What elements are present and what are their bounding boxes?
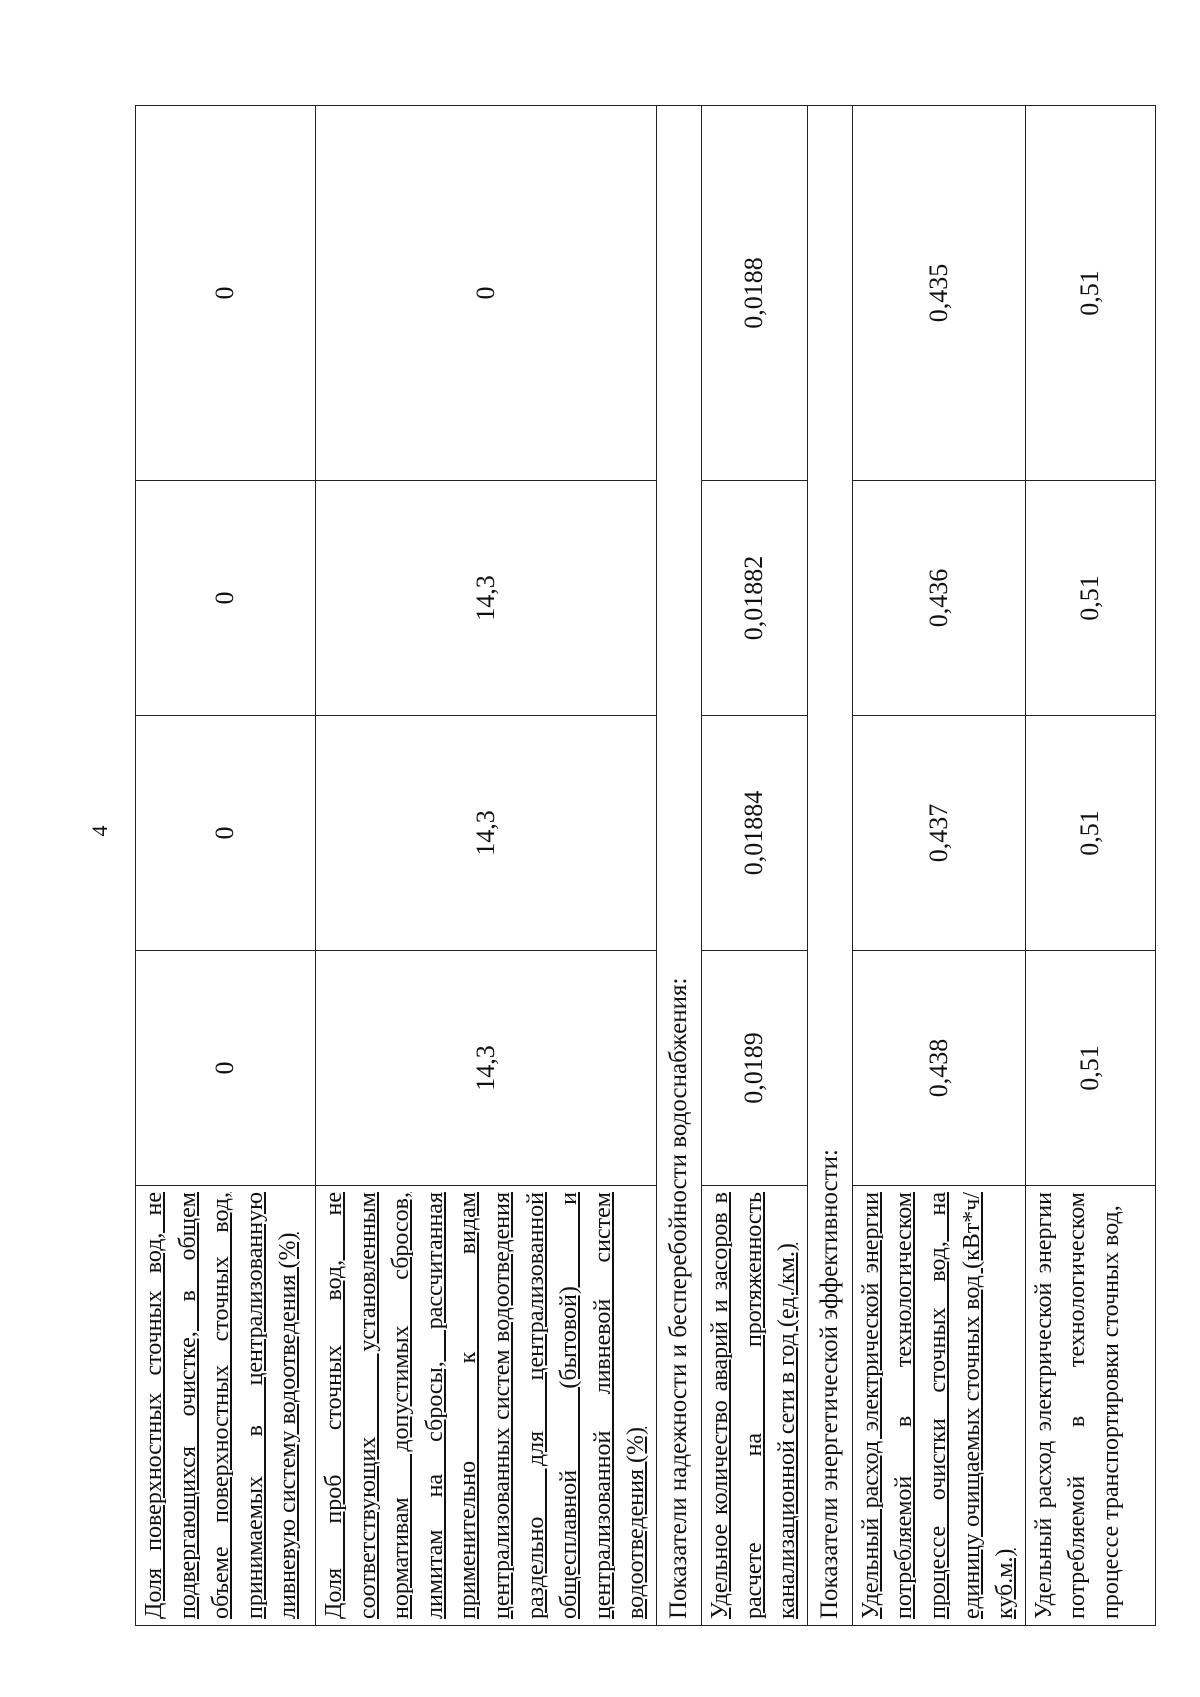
indicator-label: Удельный расход электрической энергии потребляемой в технологическом процессе транспортировки сточных вод,	[1025, 1186, 1155, 1626]
value-cell: 0	[316, 106, 657, 481]
value-cell: 0,438	[852, 951, 1025, 1186]
table-row	[1025, 106, 1155, 1626]
value-cell: 0,437	[852, 716, 1025, 951]
value-cell: 0,01884	[701, 716, 807, 951]
value-cell: 0	[136, 481, 316, 716]
indicator-label: Доля поверхностных сточных вод, не подвергающихся очистке, в общем объеме поверхностных сточных вод, принимаемых в централизованную ливневую систему водоотведения (%)	[136, 1186, 316, 1626]
value-cell: 0,435	[852, 106, 1025, 481]
value-cell: 0,436	[852, 481, 1025, 716]
indicator-label: Удельное количество аварий и засоров в расчете на протяженность канализационной сети в год (ед./км.)	[701, 1186, 807, 1626]
value-cell: 0,51	[1025, 481, 1155, 716]
value-cell: 14,3	[316, 951, 657, 1186]
value-cell: 0,51	[1025, 951, 1155, 1186]
indicator-label: Удельный расход электрической энергии потребляемой в технологическом процессе очистки сточных вод, на единицу очищаемых сточных вод (кВт*ч/куб.м.)	[852, 1186, 1025, 1626]
page-number: 4	[87, 825, 112, 837]
value-cell: 0,0188	[701, 106, 807, 481]
value-cell: 0	[136, 716, 316, 951]
value-cell: 0,51	[1025, 106, 1155, 481]
indicators-table	[135, 105, 1156, 1626]
section-heading-row	[807, 106, 852, 1626]
indicator-label: Доля проб сточных вод, не соответствующих установленным нормативам допустимых сбросов, лимитам на сбросы, рассчитанная применительно к видам централизованных систем водоотведения раздельно для централизованной общесплавной (бытовой) и централизованной ливневой систем водоотведения (%)	[316, 1186, 657, 1626]
table-row	[701, 106, 807, 1626]
table-row	[316, 106, 657, 1626]
table-row	[852, 106, 1025, 1626]
value-cell: 14,3	[316, 716, 657, 951]
value-cell: 14,3	[316, 481, 657, 716]
section-heading: Показатели энергетической эффективности:	[807, 106, 852, 1626]
section-heading: Показатели надежности и бесперебойности водоснабжения:	[656, 106, 701, 1626]
table-row	[136, 106, 316, 1626]
value-cell: 0	[136, 951, 316, 1186]
value-cell: 0,51	[1025, 716, 1155, 951]
value-cell: 0	[136, 106, 316, 481]
section-heading-row	[656, 106, 701, 1626]
rotated-table-container	[135, 106, 1124, 1626]
value-cell: 0,0189	[701, 951, 807, 1186]
value-cell: 0,01882	[701, 481, 807, 716]
